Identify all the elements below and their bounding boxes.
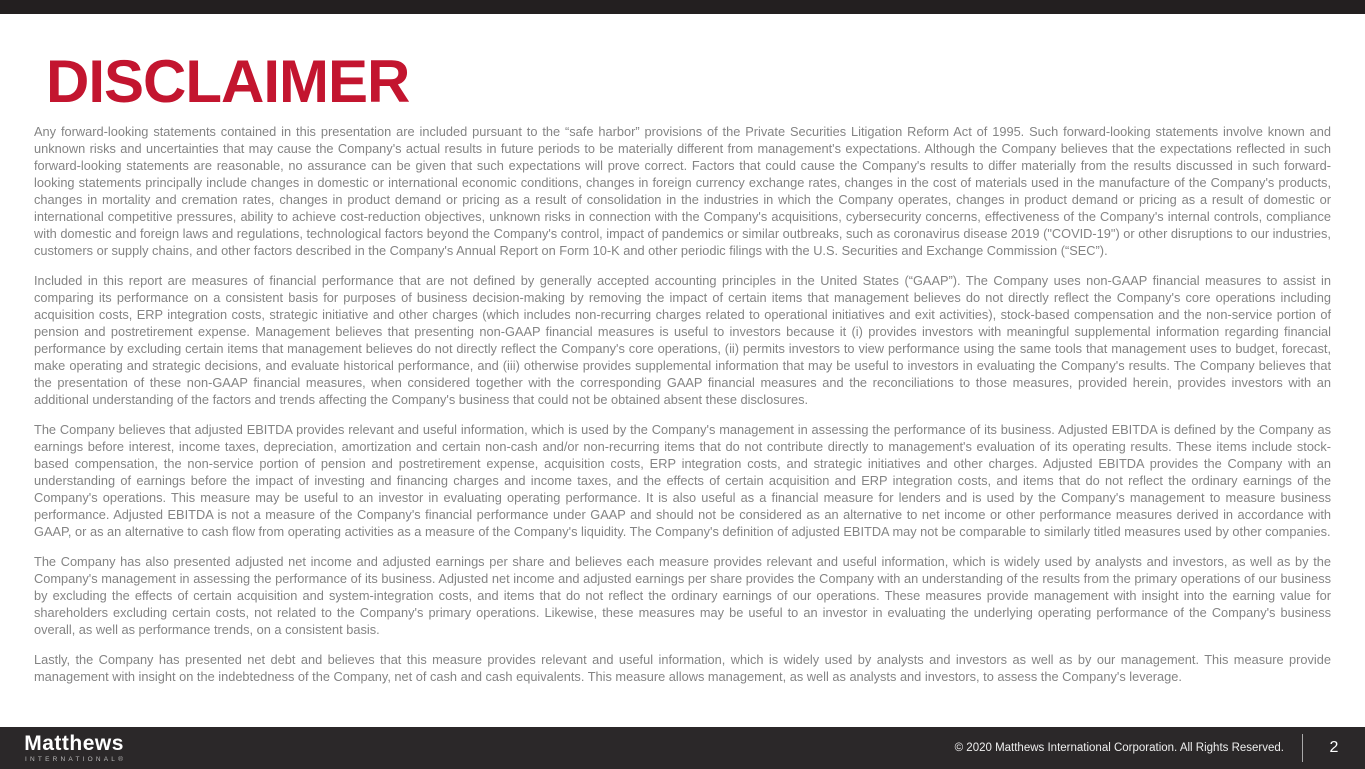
logo-subtext: INTERNATIONAL® bbox=[25, 755, 127, 763]
paragraph-non-gaap-measures: Included in this report are measures of financial performance that are not defined by generally accepted accounting principles in the United States (“GAAP”). The Company uses non-GAAP financial measures to assist in comparing its performance on a consistent basis for purposes of business decision-making by removing the impact of certain items that management believes do not directly reflect the Company's core operations including acquisition costs, ERP integration costs, strategic initiative and other charges (which includes non-recurring charges related to operational initiatives and exit activities), stock-based compensation and the non-service portion of pension and postretirement expense. Management believes that presenting non-GAAP financial measures is useful to investors because it (i) provides investors with meaningful supplemental information regarding financial performance by excluding certain items that management believes do not directly reflect the Company's core operations, (ii) permits investors to view performance using the same tools that management uses to budget, forecast, make operating and strategic decisions, and evaluate historical performance, and (iii) otherwise provides supplemental information that may be useful to investors in evaluating the Company's results. The Company believes that the presentation of these non-GAAP financial measures, when considered together with the corresponding GAAP financial measures and the reconciliations to those measures, provided herein, provides investors with an additional understanding of the factors and trends affecting the Company's business that could not be obtained absent these disclosures. bbox=[34, 273, 1331, 407]
top-accent-bar bbox=[0, 0, 1365, 14]
paragraph-adjusted-ebitda: The Company believes that adjusted EBITDA provides relevant and useful information, which is used by the Company's management in assessing the performance of its business. Adjusted EBITDA is defined by the Company as earnings before interest, income taxes, depreciation, amortization and certain non-cash and/or non-recurring items that do not contribute directly to management's evaluation of its operating results. These items include stock-based compensation, the non-service portion of pension and postretirement expense, acquisition costs, ERP integration costs, and strategic initiatives and other charges. Adjusted EBITDA provides the Company with an understanding of earnings before the impact of investing and financing charges and income taxes, and the effects of certain acquisition and ERP integration costs, and items that do not reflect the ordinary earnings of the Company's operations. This measure may be useful to an investor in evaluating operating performance. It is also useful as a financial measure for lenders and is used by the Company's management to measure business performance. Adjusted EBITDA is not a measure of the Company's financial performance under GAAP and should not be considered as an alternative to net income or other performance measures derived in accordance with GAAP, or as an alternative to cash flow from operating activities as a measure of the Company's liquidity. The Company's definition of adjusted EBITDA may not be comparable to similarly titled measures used by other companies. bbox=[34, 422, 1331, 539]
copyright-text: © 2020 Matthews International Corporation. All Rights Reserved. bbox=[954, 742, 1284, 754]
logo-wordmark: Matthews bbox=[24, 731, 124, 755]
page-number: 2 bbox=[1329, 739, 1339, 756]
footer-divider bbox=[1302, 734, 1303, 762]
footer-bar bbox=[0, 727, 1365, 769]
page-title: DISCLAIMER bbox=[46, 48, 410, 115]
paragraph-adjusted-net-income: The Company has also presented adjusted net income and adjusted earnings per share and believes each measure provides relevant and useful information, which is widely used by analysts and investors, as well as by the Company's management in assessing the performance of its business. Adjusted net income and adjusted earnings per share provides the Company with an understanding of the results from the primary operations of our business by excluding the effects of certain acquisition and system-integration costs, and items that do not reflect the ordinary earnings of our operations. These measures provide management with insight into the earning value for shareholders excluding certain costs, not related to the Company's primary operations. Likewise, these measures may be useful to an investor in evaluating the underlying operating performance of the Company's business overall, as well as performance trends, on a consistent basis. bbox=[34, 554, 1331, 637]
matthews-logo bbox=[22, 733, 126, 764]
disclaimer-body bbox=[34, 123, 1331, 698]
paragraph-net-debt: Lastly, the Company has presented net debt and believes that this measure provides relevant and useful information, which is widely used by analysts and investors as well as by our management. This measure provide management with insight on the indebtedness of the Company, net of cash and cash equivalents. This measure allows management, as well as analysts and investors, to assess the Company's leverage. bbox=[34, 652, 1331, 684]
paragraph-forward-looking: Any forward-looking statements contained in this presentation are included pursuant to the “safe harbor” provisions of the Private Securities Litigation Reform Act of 1995. Such forward-looking statements involve known and unknown risks and uncertainties that may cause the Company's actual results in future periods to be materially different from management's expectations. Although the Company believes that the expectations reflected in such forward-looking statements are reasonable, no assurance can be given that such expectations will prove correct. Factors that could cause the Company's results to differ materially from the results discussed in such forward-looking statements principally include changes in domestic or international economic conditions, changes in foreign currency exchange rates, changes in the cost of materials used in the manufacture of the Company's products, changes in mortality and cremation rates, changes in product demand or pricing as a result of consolidation in the industries in which the Company operates, changes in product demand or pricing as a result of domestic or international competitive pressures, ability to achieve cost-reduction objectives, unknown risks in connection with the Company's acquisitions, cybersecurity concerns, effectiveness of the Company's internal controls, compliance with domestic and foreign laws and regulations, technological factors beyond the Company's control, impact of pandemics or similar outbreaks, such as coronavirus disease 2019 ("COVID-19") or other disruptions to our industries, customers or supply chains, and other factors described in the Company's Annual Report on Form 10-K and other periodic filings with the U.S. Securities and Exchange Commission (“SEC”). bbox=[34, 124, 1331, 258]
